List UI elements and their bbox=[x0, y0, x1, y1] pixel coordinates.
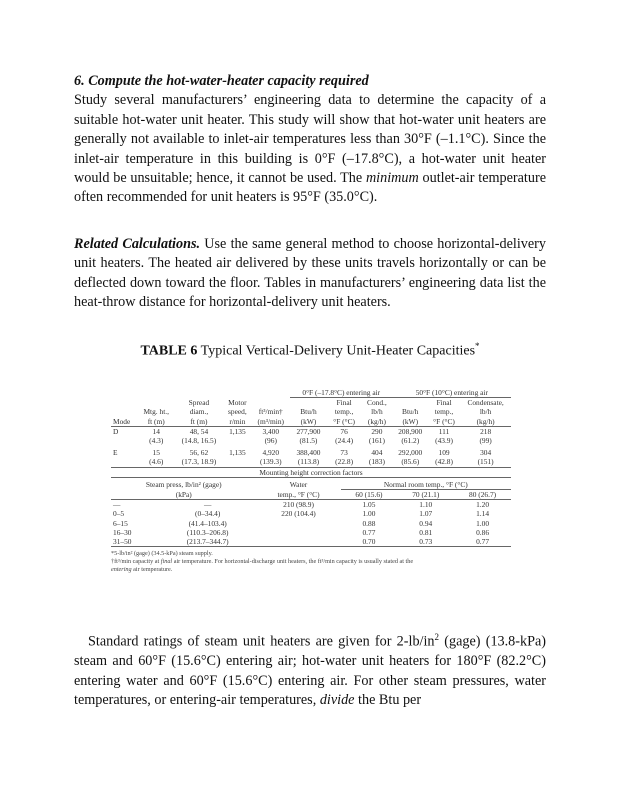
correction-row bbox=[111, 537, 511, 547]
cell-btu: 277,900 bbox=[296, 426, 321, 436]
cell-kpa: (213.7–344.7) bbox=[186, 537, 229, 547]
cell-a: 0.77 bbox=[362, 527, 376, 537]
cell-psi: 0–5 bbox=[113, 509, 125, 519]
cell-mtg: (4.6) bbox=[149, 457, 164, 467]
cell-final: (24.4) bbox=[335, 436, 354, 446]
cell-psi: 31–50 bbox=[113, 537, 132, 547]
cell-btu: (81.5) bbox=[299, 436, 318, 446]
cell-spread: (17.3, 18.9) bbox=[181, 457, 217, 467]
group-header-50f: 50°F (10°C) entering air bbox=[393, 388, 511, 398]
cell-c: 1.14 bbox=[476, 509, 490, 519]
footnote-2-b: air temperature. For horizontal-discharge unit heaters, the ft³/min capacity is usually stated at the bbox=[173, 558, 414, 566]
cell-finalb: 109 bbox=[438, 448, 450, 458]
cell-a: 1.05 bbox=[362, 500, 376, 510]
col-t60: 60 (15.6) bbox=[355, 490, 383, 500]
cell-finalb: (42.8) bbox=[435, 457, 453, 467]
cell-kpa: (110.3–206.8) bbox=[186, 527, 229, 537]
section-body-emphasis: minimum bbox=[365, 170, 419, 187]
cell-condb: (151) bbox=[477, 457, 494, 467]
cell-kpa: (41.4–103.4) bbox=[188, 518, 227, 528]
cell-motor: 1,135 bbox=[229, 426, 246, 436]
col-mode: Mode bbox=[113, 416, 131, 426]
footnote-3-em: entering bbox=[111, 566, 132, 574]
cell-mtg: 15 bbox=[152, 448, 160, 458]
cell-condb: 218 bbox=[480, 426, 492, 436]
cell-motor: 1,135 bbox=[229, 448, 246, 458]
col-normal-room: Normal room temp., °F (°C) bbox=[341, 480, 511, 490]
correction-row bbox=[111, 509, 511, 518]
cell-condb: (99) bbox=[479, 436, 492, 446]
col-final-3: °F (°C) bbox=[333, 416, 355, 426]
standard-em: divide bbox=[319, 691, 355, 708]
group-header-0f: 0°F (–17.8°C) entering air bbox=[290, 388, 393, 398]
col-steam: Steam press, lb/in² (gage) bbox=[145, 479, 222, 489]
correction-row bbox=[111, 500, 511, 510]
cell-btub: (85.6) bbox=[401, 457, 420, 467]
cell-b: 0.94 bbox=[419, 518, 433, 528]
related-lead: Related Calculations. bbox=[74, 236, 201, 252]
cell-mode: E bbox=[113, 448, 118, 458]
cell-b: 0.81 bbox=[419, 527, 433, 537]
standard-text-2: (gage) (13.8-kPa) steam and 60°F (15.6°C) entering air; hot-water unit heaters for 180°F (82.2°C) entering water and 60°F (15.6°C) entering air. For other steam pressures, water temperatures, or entering-air temperatures, bbox=[74, 633, 546, 708]
cell-motor bbox=[223, 436, 252, 445]
col-t80: 80 (26.7) bbox=[469, 490, 497, 500]
cell-finalb: 111 bbox=[438, 426, 450, 436]
col-cond-2: lb/h bbox=[371, 407, 383, 417]
footnote-1: *5-lb/in² (gage) (34.5-kPa) steam supply. bbox=[111, 550, 213, 558]
capacity-row bbox=[111, 457, 511, 467]
cell-cond: 290 bbox=[371, 426, 383, 436]
cell-water: 220 (104.4) bbox=[281, 509, 316, 519]
col-cond-b-3: (kg/h) bbox=[476, 416, 495, 426]
col-cond-b: Condensate, bbox=[467, 398, 504, 408]
cell-btu: (113.8) bbox=[297, 457, 320, 467]
col-spread-3: ft (m) bbox=[190, 416, 208, 426]
footnote-3-b: air temperature. bbox=[133, 566, 173, 574]
capacity-row bbox=[111, 436, 511, 445]
cell-psi: 6–15 bbox=[113, 518, 128, 528]
cell-mode bbox=[111, 436, 138, 445]
cell-motor bbox=[223, 457, 252, 467]
table-caption bbox=[74, 341, 546, 360]
cell-btub: 208,900 bbox=[398, 426, 423, 436]
col-mtg-2: ft (m) bbox=[147, 416, 165, 426]
cell-spread: 48, 54 bbox=[189, 426, 209, 436]
col-mtg: Mtg. ht., bbox=[143, 407, 169, 417]
cell-btu: 388,400 bbox=[296, 448, 321, 458]
col-water-temp: temp., °F (°C) bbox=[277, 489, 320, 499]
col-motor-2: speed, bbox=[228, 407, 247, 417]
cell-water bbox=[257, 537, 341, 547]
col-btu: Btu/h bbox=[300, 407, 317, 417]
col-steam-kpa: (kPa) bbox=[175, 489, 192, 499]
footnote-2 bbox=[111, 558, 511, 566]
correction-row bbox=[111, 519, 511, 528]
footnote-3 bbox=[111, 566, 511, 574]
standard-ratings-paragraph bbox=[74, 628, 546, 710]
cell-c: 0.86 bbox=[476, 527, 490, 537]
section-body-tail: outlet-air temperature often recommended for unit heaters is 95°F (35.0°C). bbox=[74, 170, 546, 206]
col-final-b-2: temp., bbox=[434, 407, 454, 417]
col-final-2: temp., bbox=[334, 407, 354, 417]
related-calculations-paragraph bbox=[74, 235, 546, 313]
section-heading: Compute the hot-water-heater capacity required bbox=[88, 73, 369, 89]
cell-mtg: 14 bbox=[152, 426, 160, 436]
cell-psi: 16–30 bbox=[113, 527, 132, 537]
cell-a: 0.88 bbox=[362, 518, 376, 528]
col-btu-b-2: (kW) bbox=[402, 416, 419, 426]
cell-b: 0.73 bbox=[419, 537, 433, 547]
capacity-row bbox=[111, 426, 511, 436]
col-water: Water bbox=[289, 479, 308, 489]
cell-b: 1.07 bbox=[419, 509, 433, 519]
section-6-paragraph bbox=[74, 72, 546, 208]
cell-c: 1.20 bbox=[476, 500, 490, 510]
col-cond-3: (kg/h) bbox=[367, 416, 386, 426]
col-cfm-2: (m³/min) bbox=[257, 416, 284, 426]
cell-water: 210 (98.9) bbox=[283, 500, 314, 510]
cell-spread: 56, 62 bbox=[189, 448, 209, 458]
col-btu-b: Btu/h bbox=[402, 407, 419, 417]
footnote-2-a: †ft³/min capacity at bbox=[111, 558, 160, 566]
cell-mode: D bbox=[113, 426, 119, 436]
table-footnotes bbox=[111, 550, 511, 574]
cell-water bbox=[257, 528, 341, 537]
cell-cond: (161) bbox=[368, 436, 385, 446]
cell-c: 1.00 bbox=[476, 518, 490, 528]
col-spread-2: diam., bbox=[189, 407, 209, 417]
table-label: TABLE 6 bbox=[140, 343, 198, 359]
col-motor: Motor bbox=[228, 397, 247, 407]
cell-mode bbox=[111, 457, 138, 467]
col-cfm: ft³/min† bbox=[258, 407, 283, 417]
cell-cond: (183) bbox=[368, 457, 385, 467]
cell-cfm: 3,400 bbox=[262, 426, 280, 436]
cell-a: 0.70 bbox=[362, 537, 376, 547]
table-title: Typical Vertical-Delivery Unit-Heater Capacities bbox=[200, 343, 476, 359]
footnote-2-em: final bbox=[160, 558, 173, 566]
cell-mtg: (4.3) bbox=[149, 436, 164, 446]
correction-row bbox=[111, 528, 511, 537]
table-caption-mark: * bbox=[475, 341, 480, 351]
cell-finalb: (43.9) bbox=[435, 436, 453, 446]
col-cond-b-2: lb/h bbox=[479, 407, 492, 417]
col-cond: Cond., bbox=[367, 398, 387, 408]
cell-cfm: (96) bbox=[264, 436, 277, 446]
unit-heater-table bbox=[111, 388, 511, 628]
cell-spread: (14.8, 16.5) bbox=[181, 436, 217, 446]
cell-condb: 304 bbox=[480, 448, 492, 458]
cell-b: 1.10 bbox=[419, 500, 433, 510]
cell-c: 0.77 bbox=[476, 537, 490, 547]
standard-text-1: Standard ratings of steam unit heaters are given for 2-lb/in bbox=[88, 633, 435, 650]
related-text: Use the same general method to choose horizontal-delivery unit heaters. The heated air delivered by these units travels horizontally or can be deflected down toward the floor. Tables in manufacturers’ engineering data list the heat-throw distance for horizontal-delivery unit heaters. bbox=[74, 236, 546, 311]
col-motor-3: r/min bbox=[229, 416, 246, 426]
mounting-header: Mounting height correction factors bbox=[259, 467, 363, 477]
col-final: Final bbox=[336, 398, 352, 408]
section-body: Study several manufacturers’ engineering data to determine the capacity of a suitable hot-water unit heater. This study will show that hot-water unit heaters are generally not available to inlet-air temperatures less than 30°F (–1.1°C). Since the inlet-air temperature in this building is 0°F (–17.8°C), a hot-water unit heater would be unsuitable; hence, it cannot be used. The bbox=[74, 92, 546, 187]
cell-psi: — bbox=[113, 500, 121, 510]
cell-water bbox=[257, 519, 341, 528]
cell-btub: 292,000 bbox=[398, 448, 423, 458]
cell-final: 73 bbox=[340, 448, 348, 458]
cell-a: 1.00 bbox=[362, 509, 376, 519]
cell-final: 76 bbox=[340, 426, 348, 436]
section-number: 6. bbox=[74, 73, 85, 89]
standard-sup: 2 bbox=[434, 632, 440, 642]
correction-table bbox=[111, 480, 511, 547]
col-btu-2: (kW) bbox=[300, 416, 317, 426]
cell-btub: (61.2) bbox=[401, 436, 420, 446]
capacity-row bbox=[111, 448, 511, 457]
standard-text-3: the Btu per bbox=[358, 691, 422, 708]
col-final-b-3: °F (°C) bbox=[433, 416, 455, 426]
cell-cfm: (139.3) bbox=[259, 457, 282, 467]
col-spread: Spread bbox=[188, 397, 210, 407]
cell-kpa: (0–34.4) bbox=[195, 509, 221, 519]
col-t70: 70 (21.1) bbox=[412, 490, 440, 500]
cell-final: (22.8) bbox=[335, 457, 354, 467]
capacity-table bbox=[111, 388, 511, 478]
cell-cond: 404 bbox=[371, 448, 383, 458]
cell-cfm: 4,920 bbox=[262, 448, 280, 458]
col-final-b: Final bbox=[436, 398, 452, 408]
cell-kpa: — bbox=[203, 500, 212, 510]
